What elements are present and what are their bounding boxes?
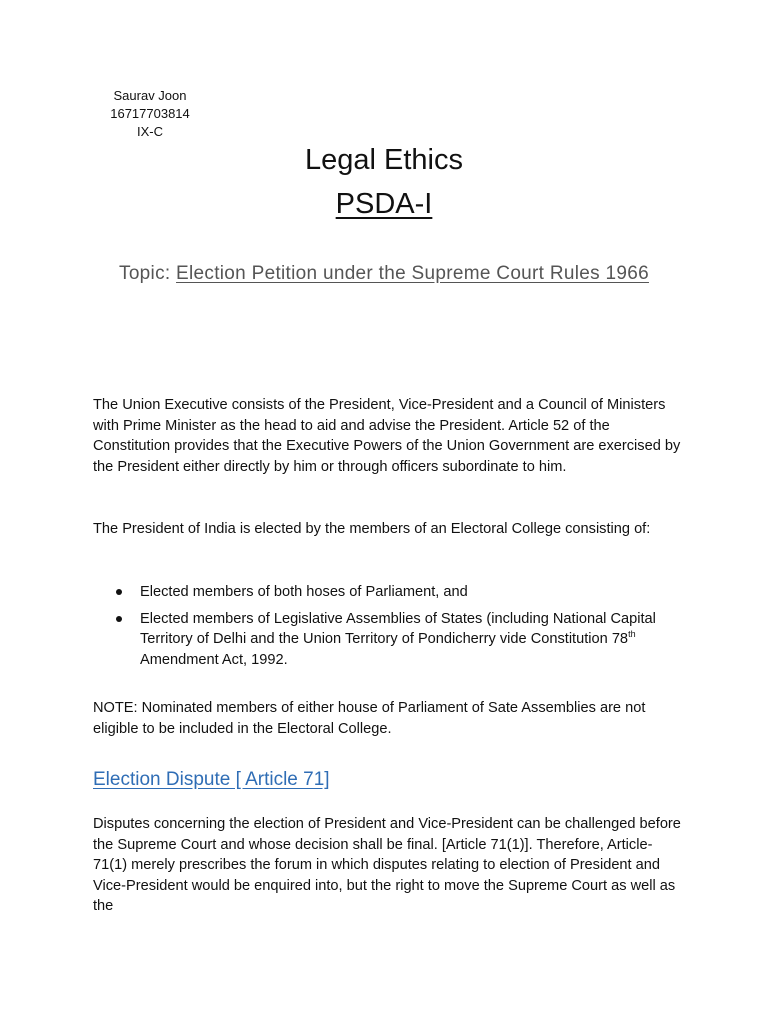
list-item (93, 609, 683, 671)
paragraph-electoral-college: The President of India is elected by the members of an Electoral College consisting of: (93, 521, 651, 537)
document-title: Legal Ethics (305, 144, 463, 176)
topic-title: Election Petition under the Supreme Court Rules 1966 (176, 263, 649, 284)
author-class: IX-C (137, 124, 163, 139)
author-id: 16717703814 (110, 106, 190, 121)
superscript: th (628, 629, 636, 640)
document-subtitle (0, 188, 768, 221)
section-heading: Election Dispute [ Article 71] (93, 769, 330, 790)
bullet-icon (116, 616, 122, 622)
topic-line (92, 260, 676, 288)
author-name: Saurav Joon (113, 88, 187, 103)
topic-label: Topic: (119, 263, 177, 284)
list-item-text-end: Amendment Act, 1992. (140, 651, 288, 668)
document-subtitle-text: PSDA-I (335, 188, 433, 220)
list-item-text: Elected members of both hoses of Parliament, and (140, 584, 468, 600)
note-paragraph: NOTE: Nominated members of either house of Parliament of Sate Assemblies are not eligible to be included in the Electoral College. (93, 700, 646, 737)
paragraph-election-dispute: Disputes concerning the election of President and Vice-President can be challenged before the Supreme Court and whose decision shall be final. [Article 71(1)]. Therefore, Article-71(1) merely prescribes the forum in which disputes relating to election of President and Vice-President would be enquired into, but the right to move the Supreme Court as well as the (93, 816, 681, 914)
list-item (93, 582, 683, 603)
paragraph-union-executive: The Union Executive consists of the President, Vice-President and a Council of Ministers with Prime Minister as the head to aid and advise the President. Article 52 of the Constitution provides that the Executive Powers of the Union Government are exercised by the President either directly by him or through officers subordinate to him. (93, 397, 681, 475)
bullet-icon (116, 589, 122, 595)
electoral-college-list (93, 582, 683, 676)
author-block (100, 87, 200, 141)
list-item-text: Elected members of Legislative Assemblies of States (including National Capital Territory of Delhi and the Union Territory of Pondicherry vide Constitution 78 (140, 610, 656, 647)
